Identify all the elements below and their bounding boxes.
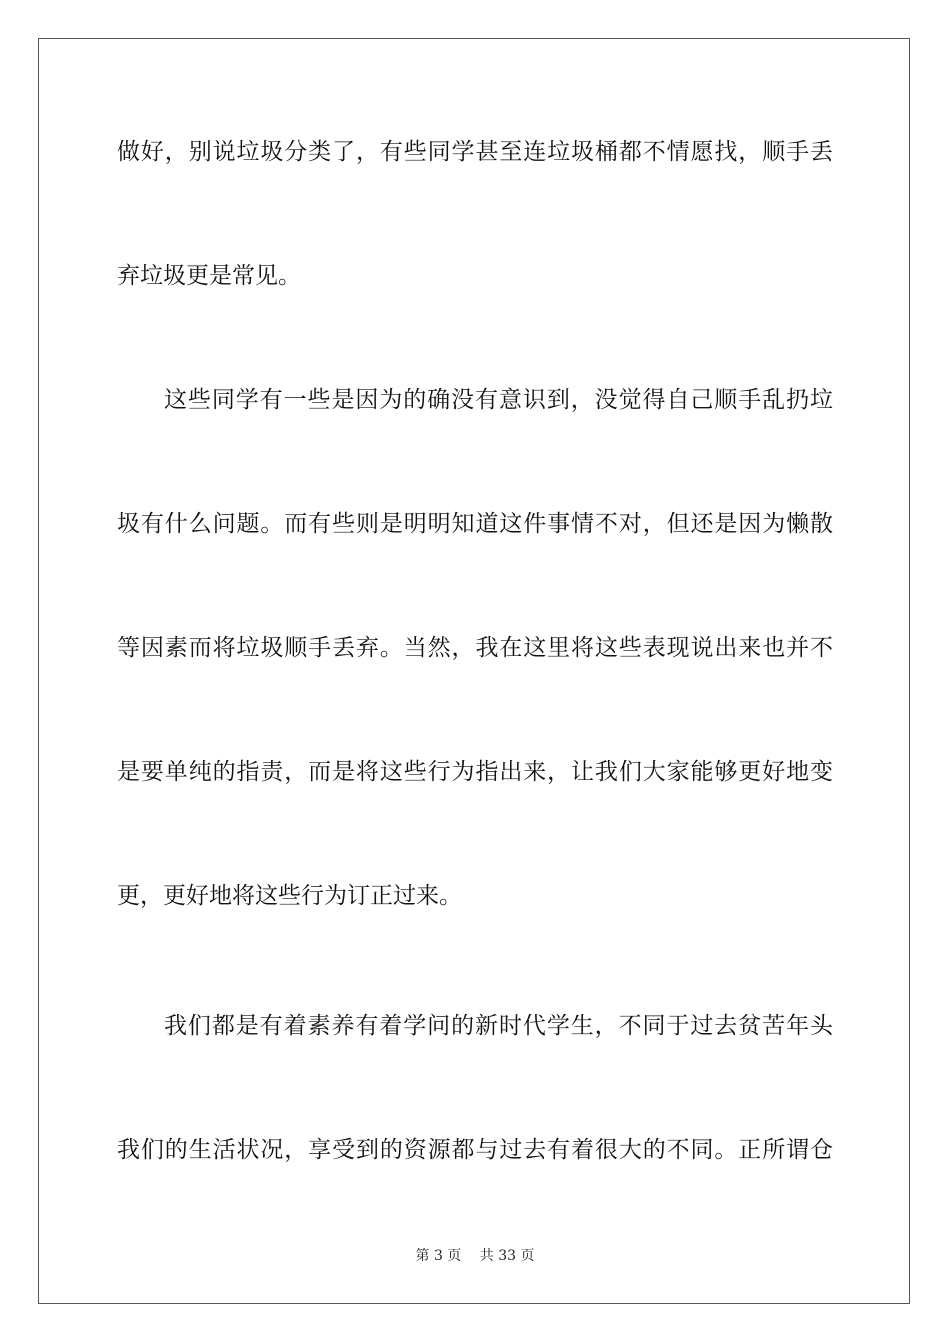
text-line-9: 我们的生活状况，享受到的资源都与过去有着很大的不同。正所谓仓 (117, 1137, 833, 1163)
page-border (38, 38, 910, 1304)
page-number: 第 3 页 (415, 1248, 462, 1264)
page-footer (0, 1247, 950, 1265)
text-line-3: 这些同学有一些是因为的确没有意识到，没觉得自己顺手乱扔垃 (164, 387, 833, 413)
text-line-4: 圾有什么问题。而有些则是明明知道这件事情不对，但还是因为懒散 (117, 511, 833, 537)
total-pages: 共 33 页 (479, 1248, 535, 1264)
text-line-2: 弃垃圾更是常见。 (117, 263, 301, 289)
text-line-5: 等因素而将垃圾顺手丢弃。当然，我在这里将这些表现说出来也并不 (117, 635, 833, 661)
text-line-1: 做好，别说垃圾分类了，有些同学甚至连垃圾桶都不情愿找，顺手丢 (117, 139, 833, 165)
text-line-7: 更，更好地将这些行为订正过来。 (117, 883, 462, 909)
text-line-6: 是要单纯的指责，而是将这些行为指出来，让我们大家能够更好地变 (117, 759, 833, 785)
text-line-8: 我们都是有着素养有着学问的新时代学生，不同于过去贫苦年头 (164, 1013, 833, 1039)
